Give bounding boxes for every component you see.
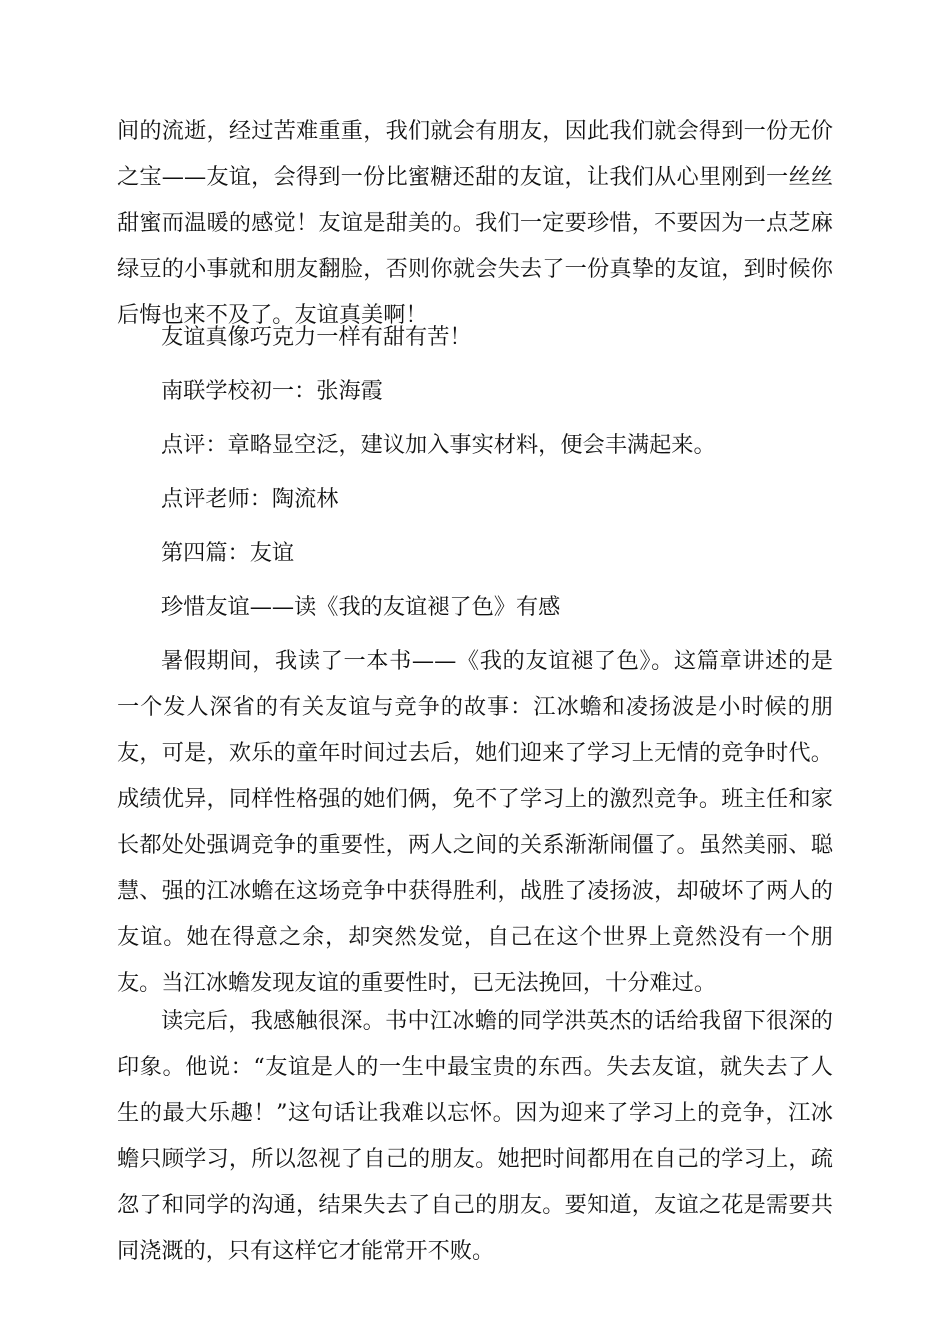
paragraph-line: 绿豆的小事就和朋友翻脸，否则你就会失去了一份真挚的友谊，到时候你 (117, 256, 833, 282)
paragraph-line: 同浇溉的，只有这样它才能常开不败。 (117, 1238, 495, 1264)
paragraph-line: 忽了和同学的沟通，结果失去了自己的朋友。要知道，友谊之花是需要共 (117, 1192, 833, 1218)
paragraph-line: 印象。他说：“友谊是人的一生中最宝贵的东西。失去友谊，就失去了人 (117, 1054, 833, 1080)
paragraph-summary (117, 638, 833, 1006)
paragraph-line: 之宝——友谊，会得到一份比蜜糖还甜的友谊，让我们从心里刚到一丝丝 (117, 164, 833, 190)
paragraph-line: 间的流逝，经过苦难重重，我们就会有朋友，因此我们就会得到一份无价 (117, 118, 833, 144)
paragraph-line: 后悔也来不及了。友谊真美啊！ (117, 302, 428, 328)
paragraph-line: 一个发人深省的有关友谊与竞争的故事：江冰蟾和凌扬波是小时候的朋 (117, 694, 833, 720)
teacher-line: 点评老师：陶流林 (161, 486, 339, 512)
paragraph-line: 读完后，我感触很深。书中江冰蟾的同学洪英杰的话给我留下很深的 (161, 1008, 833, 1034)
chapter-subtitle: 珍惜友谊——读《我的友谊褪了色》有感 (161, 594, 561, 620)
paragraph-line: 生的最大乐趣！”这句话让我难以忘怀。因为迎来了学习上的竞争，江冰 (117, 1100, 833, 1126)
paragraph-line: 暑假期间，我读了一本书——《我的友谊褪了色》。这篇章讲述的是 (161, 648, 833, 674)
paragraph-line: 甜蜜而温暖的感觉！友谊是甜美的。我们一定要珍惜，不要因为一点芝麻 (117, 210, 833, 236)
paragraph-line: 友谊。她在得意之余，却突然发觉，自己在这个世界上竟然没有一个朋 (117, 924, 833, 950)
sweet-bitter-line: 友谊真像巧克力一样有甜有苦！ (161, 324, 472, 350)
paragraph-reflection (117, 998, 833, 1274)
author-line: 南联学校初一：张海霞 (161, 378, 383, 404)
paragraph-line: 蟾只顾学习，所以忽视了自己的朋友。她把时间都用在自己的学习上，疏 (117, 1146, 833, 1172)
paragraph-continuation (117, 108, 833, 338)
paragraph-line: 友。当江冰蟾发现友谊的重要性时，已无法挽回，十分难过。 (117, 970, 717, 996)
paragraph-line: 友，可是，欢乐的童年时间过去后，她们迎来了学习上无情的竞争时代。 (117, 740, 833, 766)
comment-line: 点评：章略显空泛，建议加入事实材料，便会丰满起来。 (161, 432, 716, 458)
chapter-heading: 第四篇：友谊 (161, 540, 295, 566)
paragraph-line: 成绩优异，同样性格强的她们俩，免不了学习上的激烈竞争。班主任和家 (117, 786, 833, 812)
paragraph-line: 慧、强的江冰蟾在这场竞争中获得胜利，战胜了凌扬波，却破坏了两人的 (117, 878, 833, 904)
paragraph-line: 长都处处强调竞争的重要性，两人之间的关系渐渐闹僵了。虽然美丽、聪 (117, 832, 833, 858)
